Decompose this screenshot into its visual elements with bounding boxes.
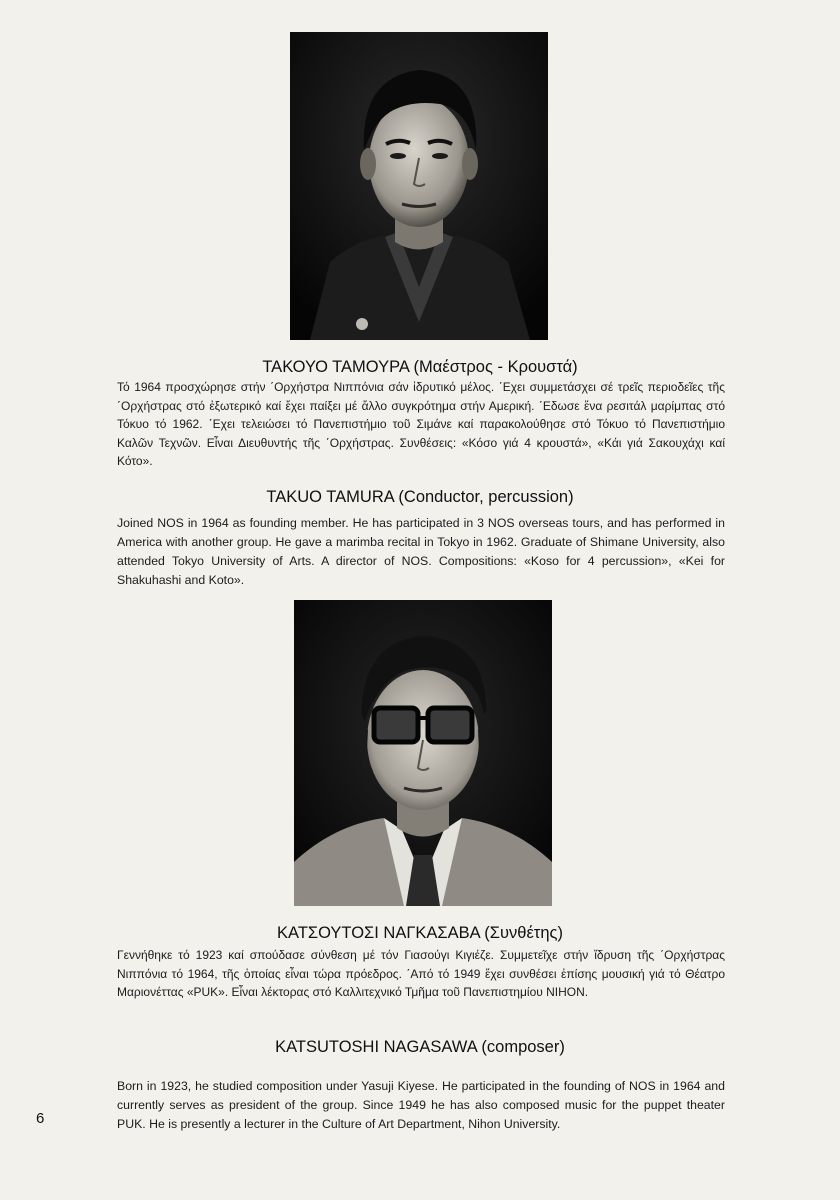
bio-english-tamura: Joined NOS in 1964 as founding member. He has participated in 3 NOS overseas tours, and has performed in America with another group. He gave a marimba recital in Tokyo in 1962. Graduate of Shimane University, also attended Tokyo University of Arts. A director of NOS. Compositions: «Koso for 4 percussion», «Kei for Shakuhashi and Koto». <box>117 516 725 587</box>
bio-greek-tamura: Τό 1964 προσχώρησε στήν ΄Ορχήστρα Νιππόνια σάν ἱδρυτικό μέλος. ΄Εχει συμμετάσχει σέ τρεῖς περιοδεῖες τῆς ΄Ορχήστρας στό ἐξωτερικό καί ἔχει παίξει μέ ἄλλο συγκρότημα στήν Αμερική. ΄Εδωσε ἕνα ρεσιτάλ μαρίμπας στό Τόκυο τό 1962. ΄Εχει τελειώσει τό Πανεπιστήμιο τοῦ Σιμάνε καί παρακολούθησε στό Τόκυο τό Πανεπιστήμιο Καλῶν Τεχνῶν. Εἶναι Διευθυντής τῆς ΄Ορχήστρας. Συνθέσεις: «Κόσο γιά 4 κρουστά», «Κάι γιά Σακουχάχι καί Κότο». <box>117 380 725 469</box>
bio-greek-nagasawa: Γεννήθηκε τό 1923 καί σπούδασε σύνθεση μέ τόν Γιασούγι Κιγιέζε. Συμμετεῖχε στήν ἵδρυση τῆς ΄Ορχήστρας Νιππόνια τό 1964, τῆς ὁποίας εἶναι τώρα πρόεδρος. ΄Από τό 1949 ἔχει συνθέσει ἐπίσης μουσική γιά τό Θέατρο Μαριονέττας «PUK». Εἶναι λέκτορας στό Καλλιτεχνικό Τμῆμα τοῦ Πανεπιστημίου NIHON. <box>117 948 725 1000</box>
page-number: 6 <box>36 1110 45 1127</box>
heading-greek-nagasawa: ΚΑΤΣΟΥΤΟΣΙ ΝΑΓΚΑΣΑΒΑ (Συνθέτης) <box>277 924 563 942</box>
heading-english-tamura: TAKUO TAMURA (Conductor, percussion) <box>266 488 574 506</box>
bio-english-nagasawa: Born in 1923, he studied composition under Yasuji Kiyese. He participated in the founding of NOS in 1964 and currently serves as president of the group. Since 1949 he has also composed music for the puppet theater PUK. He is presently a lecturer in the Culture of Art Department, Nihon University. <box>117 1079 725 1131</box>
heading-greek-tamura: ΤΑΚΟΥΟ ΤΑΜΟΥΡΑ (Μαέστρος - Κρουστά) <box>262 358 578 376</box>
heading-english-nagasawa: KATSUTOSHI NAGASAWA (composer) <box>275 1038 565 1056</box>
portrait-takuo-tamura <box>290 32 548 340</box>
portrait-katsutoshi-nagasawa <box>294 600 552 906</box>
